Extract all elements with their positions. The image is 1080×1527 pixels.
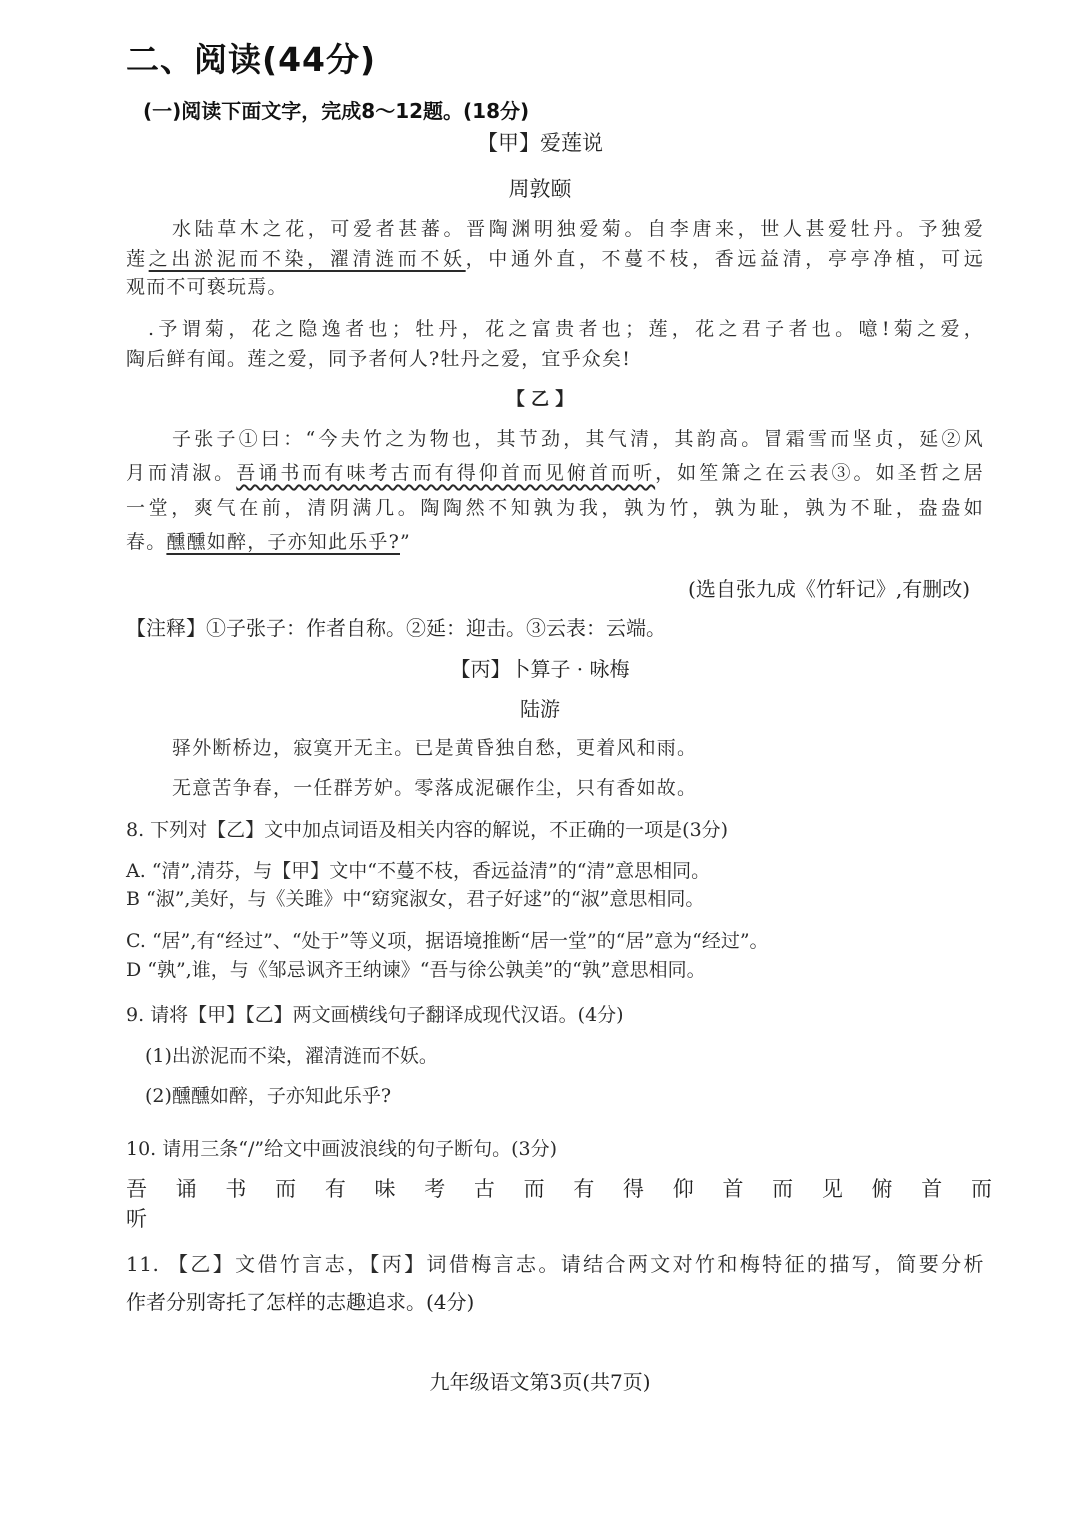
sub-title: (一)阅读下面文字，完成8～12题。(18分) bbox=[143, 99, 530, 123]
q11-line2: 作者分别寄托了怎样的志趣追求。(4分) bbox=[126, 1290, 475, 1314]
q10-char: 而 bbox=[523, 1177, 545, 1201]
bing-title: 【丙】卜算子 · 咏梅 bbox=[450, 657, 630, 681]
q8-option-c: C. “居”,有“经过”、“处于”等义项，据语境推断“居一堂”的“居”意为“经过”。 bbox=[126, 930, 769, 952]
jia-p1-line2: 莲之出淤泥而不染，濯清涟而不妖，中通外直，不蔓不枝，香远益清，亭亭净植，可远 bbox=[126, 248, 984, 270]
jia-p2-line1: .予谓菊，花之隐逸者也；牡丹，花之富贵者也；莲，花之君子者也。噫!菊之爱， bbox=[148, 318, 984, 340]
q8-stem: 8. 下列对【乙】文中加点词语及相关内容的解说，不正确的一项是(3分) bbox=[126, 819, 729, 841]
q10-char: 首 bbox=[921, 1177, 943, 1201]
q10-stem: 10. 请用三条“/”给文中画波浪线的句子断句。(3分) bbox=[126, 1138, 557, 1160]
q10-char: 古 bbox=[473, 1177, 495, 1201]
jia-p2-line2: 陶后鲜有闻。莲之爱，同予者何人?牡丹之爱，宜乎众矣! bbox=[126, 348, 632, 370]
yi-line3: 一堂，爽气在前，清阴满几。陶陶然不知孰为我，孰为竹，孰为耻，孰为不耻，盎盎如 bbox=[126, 497, 984, 519]
q10-char: 诵 bbox=[175, 1177, 197, 1201]
q11-line1: 11. 【乙】文借竹言志，【丙】词借梅言志。请结合两文对竹和梅特征的描写，简要分析 bbox=[126, 1252, 984, 1276]
q10-char: 仰 bbox=[672, 1177, 694, 1201]
q10-char: 见 bbox=[821, 1177, 843, 1201]
yi-source: (选自张九成《竹轩记》,有删改) bbox=[688, 577, 970, 601]
section-title: 二、阅读(44分) bbox=[126, 40, 377, 79]
q9-sentence-2: (2)醺醺如醉，子亦知此乐乎? bbox=[145, 1085, 392, 1107]
yi-line2: 月而清淑。吾诵书而有味考古而有得仰首而见俯首而听，如笙箫之在云表③。如圣哲之居 bbox=[126, 462, 984, 484]
q8-option-b: B “淑”,美好，与《关雎》中“窈窕淑女，君子好逑”的“淑”意思相同。 bbox=[126, 888, 705, 910]
yi-underlined-sentence-2: 醺醺如醉，子亦知此乐乎? bbox=[166, 531, 400, 553]
yi-underlined-sentence: 吾诵书而有味考古而有得仰首而见俯首而听 bbox=[236, 462, 656, 484]
bing-line2: 无意苦争春，一任群芳妒。零落成泥碾作尘，只有香如故。 bbox=[172, 777, 698, 799]
q8-option-d: D “孰”,谁，与《邹忌讽齐王纳谏》“吾与徐公孰美”的“孰”意思相同。 bbox=[126, 959, 706, 981]
q10-char: 吾 bbox=[126, 1177, 147, 1201]
q10-last-character: 听 bbox=[126, 1207, 147, 1231]
yi-notes: 【注释】①子张子：作者自称。②延：迎击。③云表：云端。 bbox=[126, 616, 666, 640]
jia-title: 【甲】爱莲说 bbox=[477, 131, 603, 155]
q10-char: 而 bbox=[772, 1177, 794, 1201]
yi-title: 【 乙 】 bbox=[506, 389, 574, 410]
yi-line1: 子张子①曰：“今夫竹之为物也，其节劲，其气清，其韵高。冒霜雪而坚贞，延②风 bbox=[172, 428, 984, 450]
q10-char: 书 bbox=[225, 1177, 247, 1201]
bing-line1: 驿外断桥边，寂寞开无主。已是黄昏独自愁，更着风和雨。 bbox=[172, 737, 698, 759]
q9-sentence-1: (1)出淤泥而不染，濯清涟而不妖。 bbox=[145, 1045, 438, 1067]
q10-char: 俯 bbox=[871, 1177, 893, 1201]
bing-author: 陆游 bbox=[520, 697, 560, 721]
jia-author: 周敦颐 bbox=[508, 177, 572, 201]
jia-p1-line3: 观而不可亵玩焉。 bbox=[126, 276, 288, 298]
q9-stem: 9. 请将【甲】【乙】两文画横线句子翻译成现代汉语。(4分) bbox=[126, 1004, 624, 1026]
q8-option-a: A. “清”,清芬，与【甲】文中“不蔓不枝，香远益清”的“清”意思相同。 bbox=[126, 860, 711, 882]
jia-underlined-sentence: 之出淤泥而不染，濯清涟而不妖 bbox=[148, 248, 466, 270]
q10-char: 而 bbox=[275, 1177, 297, 1201]
q10-char: 有 bbox=[324, 1177, 346, 1201]
q10-char: 而 bbox=[970, 1177, 992, 1201]
q10-char: 考 bbox=[424, 1177, 446, 1201]
q10-char: 有 bbox=[573, 1177, 595, 1201]
q10-character-row bbox=[126, 1173, 992, 1203]
q10-char: 味 bbox=[374, 1177, 396, 1201]
q10-char: 首 bbox=[722, 1177, 744, 1201]
page-footer: 九年级语文第3页(共7页) bbox=[429, 1370, 651, 1394]
yi-line4: 春。醺醺如醉，子亦知此乐乎?” bbox=[126, 531, 411, 553]
jia-p1-line1: 水陆草木之花，可爱者甚蕃。晋陶渊明独爱菊。自李唐来，世人甚爱牡丹。予独爱 bbox=[172, 218, 984, 240]
q10-char: 得 bbox=[623, 1177, 645, 1201]
